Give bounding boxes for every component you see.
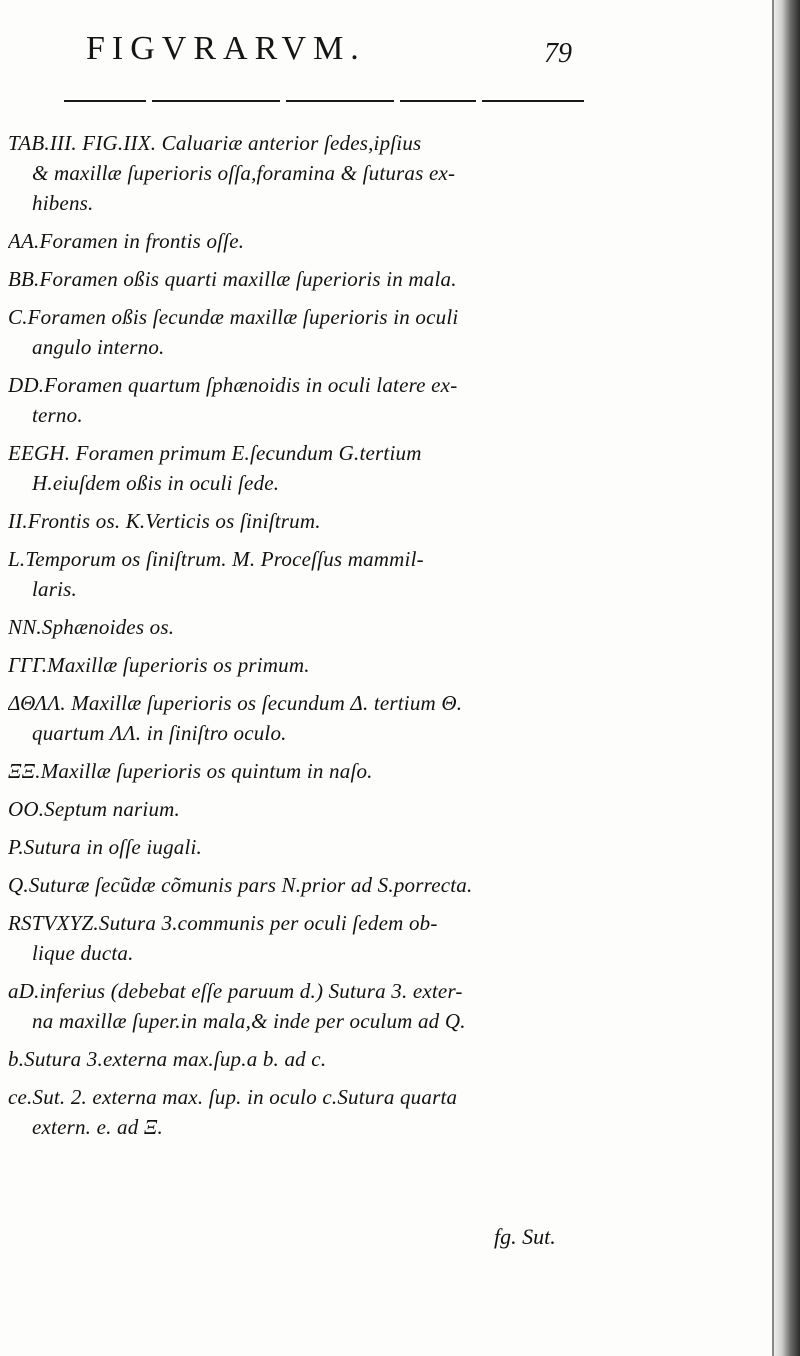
legend-line: OO.Septum narium.: [8, 797, 180, 821]
legend-line: terno.: [32, 403, 83, 427]
legend-line: extern. e. ad Ξ.: [32, 1115, 163, 1139]
legend-line: ΔΘΛΛ. Maxillæ ſuperioris os ſecundum Δ. tertium Θ.: [8, 691, 463, 715]
rule-gap: [146, 98, 152, 104]
page-number: 79: [544, 38, 572, 69]
legend-line: L.Temporum os ſiniſtrum. M. Proceſſus mammil-: [8, 547, 424, 571]
legend-line: laris.: [32, 577, 77, 601]
legend-line: quartum ΛΛ. in ſiniſtro oculo.: [32, 721, 287, 745]
legend-line: DD.Foramen quartum ſphænoidis in oculi latere ex-: [8, 373, 458, 397]
running-header-title: FIGVRARVM.: [86, 30, 366, 67]
legend-line: H.eiuſdem oßis in oculi ſede.: [32, 471, 280, 495]
catchword: fg. Sut.: [494, 1224, 556, 1249]
page-edge-line: [772, 0, 774, 1356]
legend-line: Q.Suturæ ſecũdæ cõmunis pars N.prior ad S.porrecta.: [8, 873, 473, 897]
legend-line: II.Frontis os. K.Verticis os ſiniſtrum.: [8, 509, 321, 533]
legend-line: b.Sutura 3.externa max.ſup.a b. ad c.: [8, 1047, 327, 1071]
legend-line: TAB.III. FIG.IIX. Caluariæ anterior ſedes,ipſius: [8, 131, 422, 155]
figure-legend-text: [8, 128, 596, 1142]
rule-gap: [394, 98, 400, 104]
legend-line: ΓΓΓ.Maxillæ ſuperioris os primum.: [8, 653, 310, 677]
header-rule: [64, 100, 584, 102]
legend-line: NN.Sphænoides os.: [8, 615, 175, 639]
legend-line: angulo interno.: [32, 335, 165, 359]
legend-line: RSTVXYZ.Sutura 3.communis per oculi ſedem ob-: [8, 911, 438, 935]
legend-line: BB.Foramen oßis quarti maxillæ ſuperioris in mala.: [8, 267, 457, 291]
legend-line: EEGH. Foramen primum E.ſecundum G.tertium: [8, 441, 422, 465]
legend-line: C.Foramen oßis ſecundæ maxillæ ſuperioris in oculi: [8, 305, 459, 329]
legend-line: aD.inferius (debebat eſſe paruum d.) Sutura 3. exter-: [8, 979, 463, 1003]
legend-line: ce.Sut. 2. externa max. ſup. in oculo c.Sutura quarta: [8, 1085, 458, 1109]
legend-line: hibens.: [32, 191, 94, 215]
legend-line: na maxillæ ſuper.in mala,& inde per oculum ad Q.: [32, 1009, 466, 1033]
legend-line: P.Sutura in oſſe iugali.: [8, 835, 203, 859]
legend-line: AA.Foramen in frontis oſſe.: [8, 229, 245, 253]
rule-gap: [280, 98, 286, 104]
legend-line: lique ducta.: [32, 941, 134, 965]
legend-line: & maxillæ ſuperioris oſſa,foramina & ſuturas ex-: [32, 161, 456, 185]
page-edge-shadow: [772, 0, 800, 1356]
legend-line: ΞΞ.Maxillæ ſuperioris os quintum in naſo.: [8, 759, 373, 783]
rule-gap: [476, 98, 482, 104]
